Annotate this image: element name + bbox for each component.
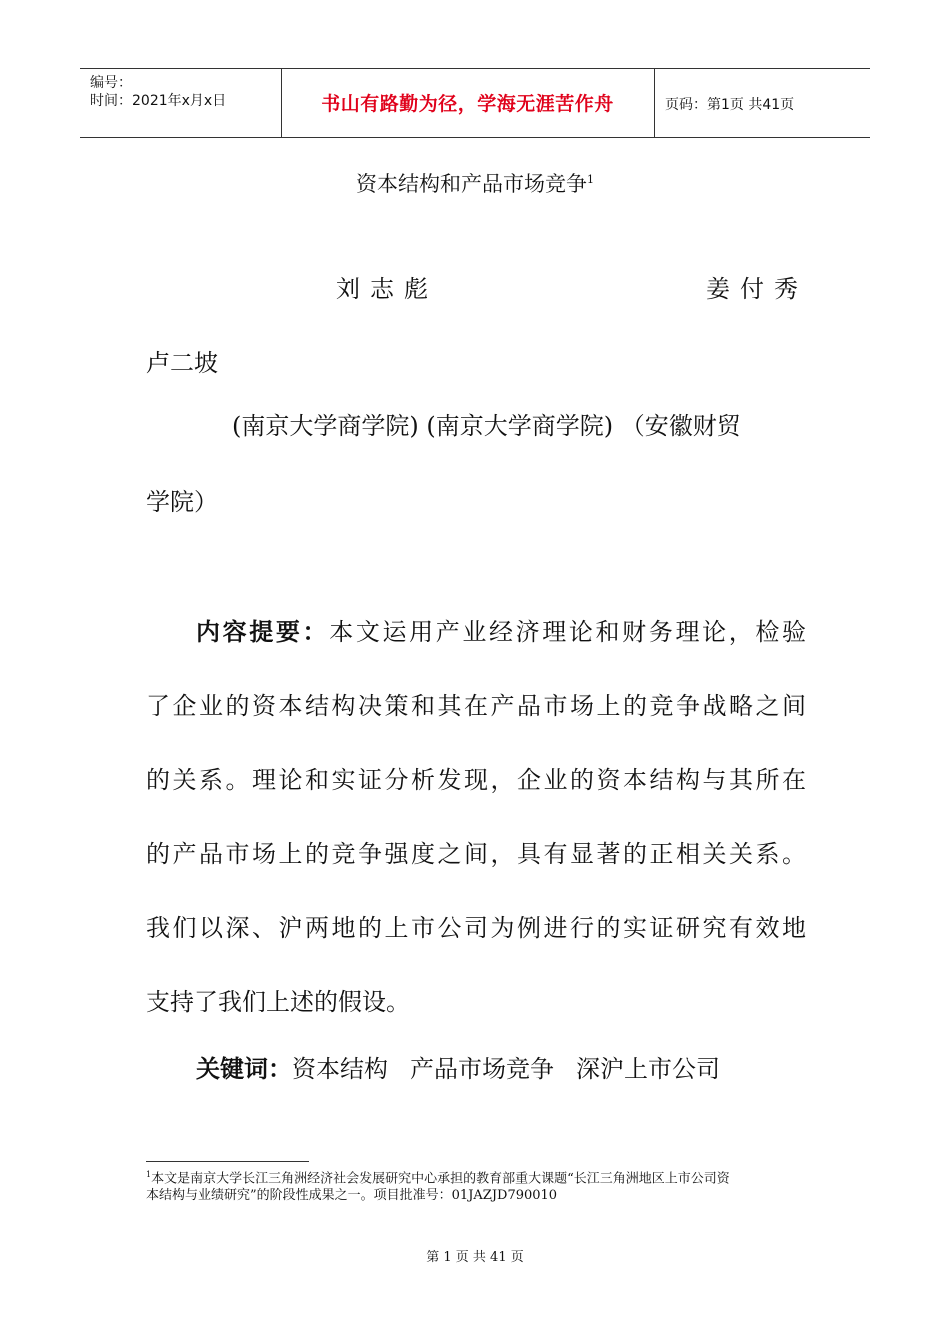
abstract-text: 本文运用产业经济理论和财务理论，检验: [329, 618, 807, 646]
title-footnote-mark: 1: [587, 173, 594, 186]
document-title: [0, 168, 950, 198]
author-name: 刘志彪: [336, 275, 438, 303]
page-footer: 第 1 页 共 41 页: [426, 1250, 524, 1265]
keyword: 产品市场竞争: [410, 1055, 554, 1083]
title-text: 资本结构和产品市场竞争: [356, 172, 587, 196]
footnote: [146, 1166, 806, 1204]
abstract-line: 的关系。理论和实证分析发现，企业的资本结构与其所在: [146, 766, 806, 794]
keyword: 深沪上市公司: [576, 1055, 720, 1083]
keyword: 资本结构: [292, 1055, 388, 1083]
keywords-label: 关键词：: [196, 1055, 292, 1083]
author-name: 卢二坡: [146, 349, 218, 377]
header-meta: [90, 74, 226, 110]
footnote-rule: [146, 1161, 309, 1162]
abstract-line: [196, 617, 806, 647]
header-motto: 书山有路勤为径，学海无涯苦作舟: [321, 93, 614, 115]
document-header: [80, 68, 870, 138]
abstract-line: 的产品市场上的竞争强度之间，具有显著的正相关关系。: [146, 840, 806, 868]
abstract-line: 了企业的资本结构决策和其在产品市场上的竞争战略之间: [146, 692, 806, 720]
keywords: [196, 1054, 742, 1084]
abstract-label: 内容提要：: [196, 618, 330, 646]
footnote-mark: 1: [146, 1170, 152, 1179]
time-label: 时间：2021年x月x日: [90, 93, 227, 109]
footnote-text: 本文是南京大学长江三角洲经济社会发展研究中心承担的教育部重大课题“长江三角洲地区上市公司资: [151, 1171, 730, 1187]
affiliations-line: (南京大学商学院) (南京大学商学院) （安徽财贸: [232, 412, 741, 440]
abstract-line: 我们以深、沪两地的上市公司为例进行的实证研究有效地: [146, 914, 806, 942]
footnote-line: [146, 1166, 806, 1187]
affiliations-line: 学院）: [146, 488, 218, 516]
author-name: 姜付秀: [706, 275, 808, 303]
abstract-line: 支持了我们上述的假设。: [146, 988, 410, 1016]
code-label: 编号：: [90, 75, 132, 91]
footnote-line: 本结构与业绩研究”的阶段性成果之一。项目批准号：01JAZJD790010: [146, 1188, 558, 1204]
header-page-info: 页码：第1页 共41页: [665, 97, 795, 113]
